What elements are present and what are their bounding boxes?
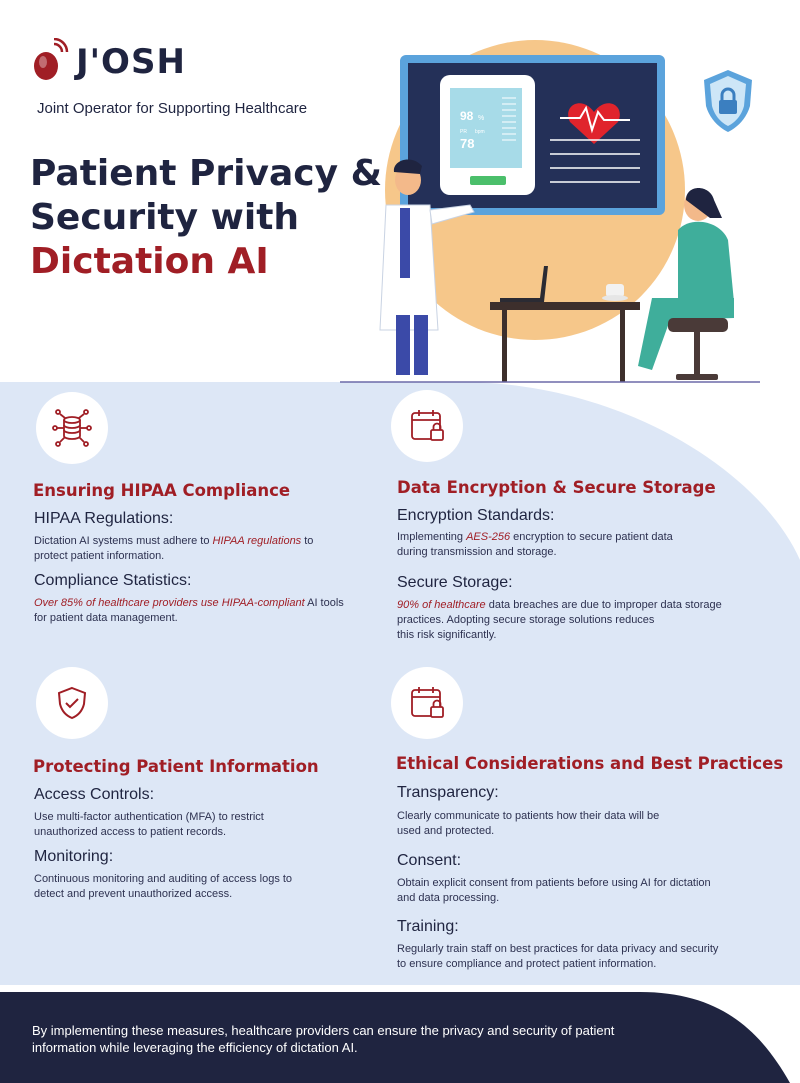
encryption-section-title: Data Encryption & Secure Storage	[397, 478, 716, 497]
access-controls-heading: Access Controls:	[34, 786, 155, 803]
access-controls-text: Use multi-factor authentication (MFA) to restrict unauthorized access to patient records.	[34, 811, 264, 838]
encryption-standards-text: Implementing AES-256 encryption to secure patient data during transmission and storage.	[397, 531, 673, 558]
transparency-text: Clearly communicate to patients how their data will be used and protected.	[397, 810, 660, 837]
logo-text: J'OSH	[76, 42, 186, 82]
title-line-2: Security with	[30, 197, 300, 238]
spo2-unit: %	[478, 115, 485, 122]
title-line-1: Patient Privacy &	[30, 153, 383, 194]
monitoring-heading: Monitoring:	[34, 848, 114, 865]
hero-illustration	[330, 40, 770, 390]
encryption-icon-circle	[391, 390, 463, 462]
secure-storage-heading: Secure Storage:	[397, 574, 513, 591]
pr-label: PR	[460, 129, 467, 135]
database-network-icon	[50, 406, 94, 450]
monitoring-text: Continuous monitoring and auditing of access logs to detect and prevent unauthorized access.	[34, 873, 293, 900]
calendar-lock-icon	[407, 406, 447, 446]
compliance-statistics-heading: Compliance Statistics:	[34, 572, 192, 589]
microphone-logo-icon	[30, 38, 72, 86]
transparency-heading: Transparency:	[397, 784, 499, 801]
protecting-icon-circle	[36, 667, 108, 739]
footer-statement: By implementing these measures, healthcare providers can ensure the privacy and security of patient information while leveraging the efficiency of dictation AI.	[32, 1023, 615, 1055]
pr-value: 78	[460, 136, 475, 151]
hipaa-section-title: Ensuring HIPAA Compliance	[33, 481, 291, 500]
hipaa-regulations-heading: HIPAA Regulations:	[34, 510, 174, 527]
ethics-section-title: Ethical Considerations and Best Practices	[396, 754, 784, 773]
title-accent: Dictation AI	[30, 241, 269, 282]
encryption-standards-heading: Encryption Standards:	[397, 507, 555, 524]
spo2-value: 98	[460, 109, 474, 123]
shield-check-icon	[54, 685, 90, 721]
protecting-section-title: Protecting Patient Information	[33, 757, 319, 776]
calendar-lock-icon	[407, 683, 447, 723]
ethics-icon-circle	[391, 667, 463, 739]
bpm-label: bpm	[475, 129, 485, 135]
hipaa-regulations-text: Dictation AI systems must adhere to HIPAA regulations to protect patient information.	[34, 535, 314, 562]
secure-storage-text: 90% of healthcare data breaches are due to improper data storage practices. Adopting secure storage solutions reduces this risk significantly.	[397, 599, 722, 641]
consent-text: Obtain explicit consent from patients before using AI for dictation and data processing.	[397, 877, 711, 904]
training-heading: Training:	[397, 918, 459, 935]
tagline: Joint Operator for Supporting Healthcare	[37, 100, 308, 117]
consent-heading: Consent:	[397, 852, 462, 869]
compliance-statistics-text: Over 85% of healthcare providers use HIPAA-compliant AI tools for patient data management.	[34, 597, 344, 624]
training-text: Regularly train staff on best practices for data privacy and security to ensure compliance and protect patient information.	[397, 943, 719, 970]
brand-logo	[30, 38, 186, 86]
hipaa-icon-circle	[36, 392, 108, 464]
